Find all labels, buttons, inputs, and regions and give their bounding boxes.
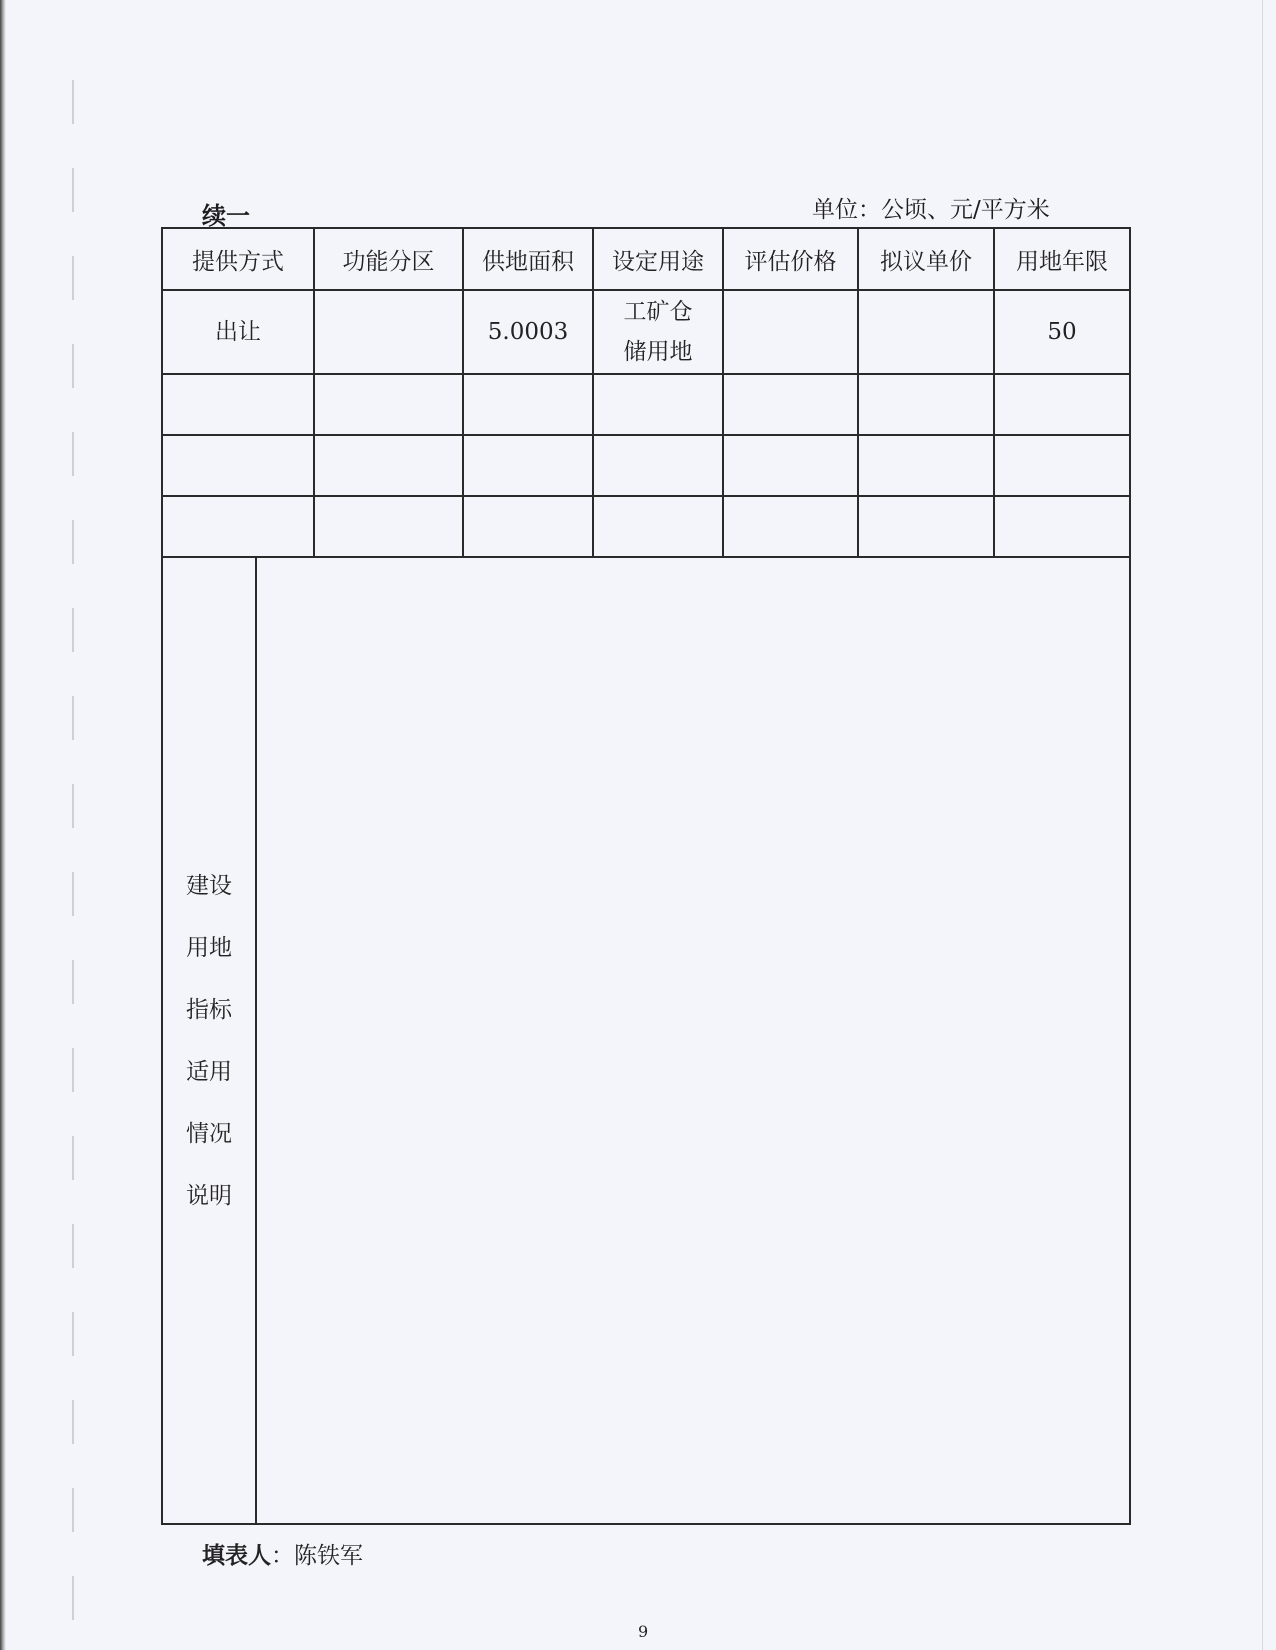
column-header: 提供方式: [162, 228, 314, 290]
use-line: 储用地: [623, 339, 693, 365]
binding-marks: [72, 80, 74, 1640]
empty-cell: [162, 435, 314, 496]
assessed-price-cell: [723, 290, 858, 374]
empty-cell: [858, 496, 994, 557]
land-supply-table: [161, 227, 1131, 1525]
column-header: 拟议单价: [858, 228, 994, 290]
empty-cell: [463, 496, 593, 557]
column-header: 功能分区: [314, 228, 463, 290]
empty-cell: [593, 374, 723, 435]
notes-label-line: 情况: [186, 1120, 232, 1147]
notes-label-line: 用地: [186, 934, 232, 961]
page-edge-left: [0, 0, 6, 1650]
notes-row: [162, 557, 1130, 1524]
empty-cell: [994, 435, 1130, 496]
empty-cell: [314, 435, 463, 496]
empty-cell: [593, 496, 723, 557]
page-edge-right: [1262, 0, 1263, 1650]
empty-cell: [162, 374, 314, 435]
page-number: 9: [638, 1622, 649, 1641]
continuation-label: 续一: [202, 202, 250, 230]
empty-cell: [723, 374, 858, 435]
use-cell: [593, 290, 723, 374]
table-row: [162, 374, 1130, 435]
column-header: 设定用途: [593, 228, 723, 290]
empty-cell: [858, 435, 994, 496]
table-row: [162, 290, 1130, 374]
empty-cell: [314, 496, 463, 557]
zone-cell: [314, 290, 463, 374]
notes-label: [186, 855, 232, 1227]
provision-cell: 出让: [162, 290, 314, 374]
notes-label-line: 适用: [186, 1058, 232, 1085]
filler-line: [202, 1537, 363, 1570]
term-cell: 50: [994, 290, 1130, 374]
area-cell: 5.0003: [463, 290, 593, 374]
empty-cell: [162, 496, 314, 557]
empty-cell: [723, 435, 858, 496]
filler-separator: ：: [271, 1543, 294, 1569]
use-line: 工矿仓: [623, 299, 693, 325]
notes-content-cell: [256, 557, 1130, 1524]
empty-cell: [858, 374, 994, 435]
empty-cell: [593, 435, 723, 496]
filler-label: 填表人: [202, 1543, 271, 1569]
table-row: [162, 435, 1130, 496]
notes-label-line: 指标: [186, 996, 232, 1023]
empty-cell: [994, 374, 1130, 435]
unit-label: 单位：公顷、元/平方米: [812, 197, 1050, 223]
table-header-row: [162, 228, 1130, 290]
filler-name: 陈铁军: [294, 1543, 363, 1569]
empty-cell: [994, 496, 1130, 557]
notes-label-cell: [162, 557, 256, 1524]
empty-cell: [723, 496, 858, 557]
empty-cell: [314, 374, 463, 435]
table-row: [162, 496, 1130, 557]
notes-label-line: 建设: [186, 872, 232, 899]
empty-cell: [463, 374, 593, 435]
column-header: 评估价格: [723, 228, 858, 290]
notes-label-line: 说明: [186, 1182, 232, 1209]
column-header: 供地面积: [463, 228, 593, 290]
column-header: 用地年限: [994, 228, 1130, 290]
empty-cell: [463, 435, 593, 496]
proposed-price-cell: [858, 290, 994, 374]
